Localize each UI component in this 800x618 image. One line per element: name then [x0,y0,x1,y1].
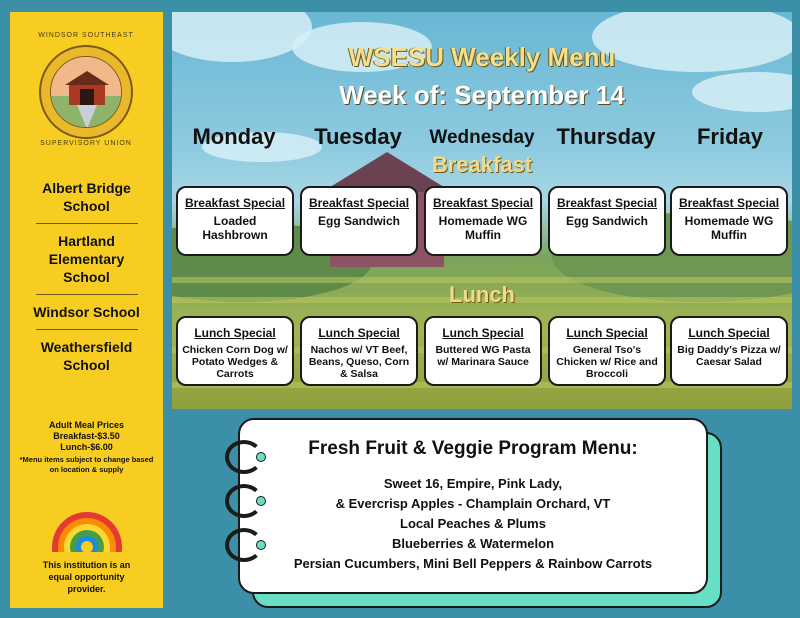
weekly-menu-board [172,12,792,409]
card-heading: Lunch Special [194,326,276,340]
ffvp-notebook [238,418,708,594]
ffvp-line: Sweet 16, Empire, Pink Lady, [383,476,563,491]
lunch-card-thursday [548,316,666,386]
logo-top-text: WINDSOR SOUTHEAST [38,32,134,39]
card-item: Egg Sandwich [317,214,400,228]
ffvp-line: Local Peaches & Plums [400,516,546,531]
menu-change-note: *Menu items subject to change based on location & supply [19,455,154,474]
adult-meal-prices [10,420,163,475]
ring-hole-icon [256,540,266,550]
card-heading: Breakfast Special [184,196,286,210]
ffvp-line: & Evercrisp Apples - Champlain Orchard, VT [335,496,611,511]
card-heading: Lunch Special [442,326,524,340]
equal-opportunity-statement: This institution is an equal opportunity provider. [42,560,131,594]
lunch-price: Lunch-$6.00 [60,442,113,452]
breakfast-card-monday [176,186,294,256]
divider [36,223,138,224]
ffvp-line: Persian Cucumbers, Mini Bell Peppers & Rainbow Carrots [293,556,653,571]
lunch-card-friday [670,316,788,386]
divider [36,329,138,330]
school-name: Weathersfield School [40,339,133,373]
card-heading: Lunch Special [688,326,770,340]
sidebar [10,12,163,608]
card-item: Chicken Corn Dog w/ Potato Wedges & Carrots [182,344,288,380]
card-item: Loaded Hashbrown [202,214,268,242]
breakfast-card-wednesday [424,186,542,256]
card-heading: Breakfast Special [678,196,780,210]
card-item: Egg Sandwich [565,214,648,228]
ring-hole-icon [256,496,266,506]
lunch-section-label: Lunch [449,282,515,307]
week-of-label: Week of: September 14 [339,80,625,110]
card-item: Homemade WG Muffin [684,214,774,242]
card-heading: Breakfast Special [556,196,658,210]
lunch-card-wednesday [424,316,542,386]
school-list [10,177,163,376]
card-heading: Breakfast Special [432,196,534,210]
card-item: Buttered WG Pasta w/ Marinara Sauce [435,344,531,368]
card-heading: Lunch Special [566,326,648,340]
day-heading: Wednesday [429,127,535,148]
ring-hole-icon [256,452,266,462]
card-heading: Lunch Special [318,326,400,340]
breakfast-card-thursday [548,186,666,256]
rainbow-icon [52,512,122,552]
breakfast-card-friday [670,186,788,256]
school-name: Hartland Elementary School [48,233,125,285]
card-item: General Tso's Chicken w/ Rice and Broccoli [556,344,658,380]
divider [36,294,138,295]
school-name: Albert Bridge School [42,180,131,214]
school-name: Windsor School [33,304,140,320]
day-heading: Friday [696,124,764,149]
day-heading: Monday [192,124,276,149]
card-heading: Breakfast Special [308,196,410,210]
card-item: Homemade WG Muffin [438,214,528,242]
menu-title: WSESU Weekly Menu [348,42,616,72]
ffvp-line: Blueberries & Watermelon [391,536,555,551]
prices-heading: Adult Meal Prices [48,420,125,430]
day-heading: Thursday [556,124,656,149]
breakfast-card-tuesday [300,186,418,256]
logo-bottom-text: SUPERVISORY UNION [40,140,132,147]
card-item: Big Daddy's Pizza w/ Caesar Salad [677,344,781,368]
covered-bridge-logo-icon [39,45,133,139]
lunch-card-tuesday [300,316,418,386]
breakfast-section-label: Breakfast [431,152,533,177]
day-heading: Tuesday [314,124,402,149]
card-item: Nachos w/ VT Beef, Beans, Queso, Corn & Salsa [308,344,410,380]
breakfast-price: Breakfast-$3.50 [53,431,120,441]
ffvp-title: Fresh Fruit & Veggie Program Menu: [308,438,638,459]
lunch-card-monday [176,316,294,386]
